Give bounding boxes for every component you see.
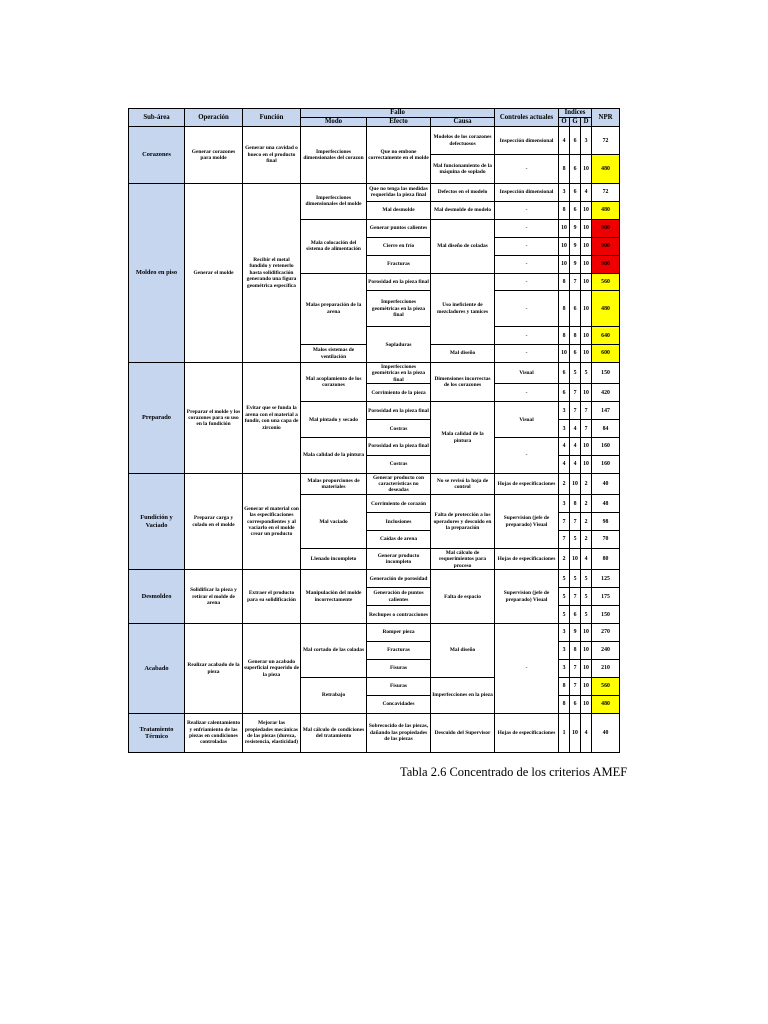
cell-o: 5 (559, 606, 570, 624)
cell-d: 10 (581, 624, 592, 642)
cell-g: 7 (570, 678, 581, 696)
cell-d: 10 (581, 678, 592, 696)
table-caption: Tabla 2.6 Concentrado de los criterios AMEF (400, 765, 628, 779)
cell-efecto: Generar producto con características no deseadas (367, 474, 431, 495)
cell-d: 7 (581, 420, 592, 438)
cell-controles: - (495, 624, 559, 714)
cell-g: 8 (570, 327, 581, 345)
cell-causa: Mal funcionamiento de la máquina de soplado (431, 155, 495, 183)
cell-subarea: Acabado (129, 624, 185, 714)
cell-controles: Hojas de especificaciones (495, 474, 559, 495)
cell-o: 10 (559, 255, 570, 273)
cell-npr: 160 (592, 456, 620, 474)
cell-modo: Llenado incompleto (301, 549, 367, 570)
cell-o: 3 (559, 642, 570, 660)
cell-efecto: Fracturas (367, 255, 431, 273)
cell-npr: 640 (592, 327, 620, 345)
cell-g: 7 (570, 513, 581, 531)
cell-g: 9 (570, 624, 581, 642)
cell-efecto: Fracturas (367, 642, 431, 660)
cell-npr: 900 (592, 237, 620, 255)
cell-d: 7 (581, 402, 592, 420)
cell-o: 10 (559, 237, 570, 255)
cell-operacion: Solidificar la pieza y retirar el molde de arena (185, 570, 243, 624)
header-efecto: Efecto (367, 118, 431, 127)
cell-d: 10 (581, 273, 592, 291)
cell-operacion: Realizar calentamiento y enfriamiento de las piezas en condiciones controladas (185, 713, 243, 752)
cell-o: 10 (559, 219, 570, 237)
cell-efecto: Costras (367, 456, 431, 474)
cell-npr: 420 (592, 384, 620, 402)
cell-o: 4 (559, 127, 570, 155)
table-row (129, 474, 620, 495)
cell-npr: 480 (592, 291, 620, 327)
cell-controles: - (495, 219, 559, 237)
cell-controles: - (495, 255, 559, 273)
cell-d: 10 (581, 345, 592, 363)
cell-operacion: Realizar acabado de la pieza (185, 624, 243, 714)
cell-o: 8 (559, 327, 570, 345)
cell-efecto: Corrimiento de la pieza (367, 384, 431, 402)
cell-subarea: Moldeo en piso (129, 183, 185, 362)
cell-d: 5 (581, 606, 592, 624)
cell-g: 9 (570, 219, 581, 237)
cell-operacion: Generar el molde (185, 183, 243, 362)
cell-npr: 210 (592, 660, 620, 678)
header-controles: Controles actuales (495, 109, 559, 127)
cell-modo: Mal acoplamiento de los corazones (301, 363, 367, 402)
cell-npr: 72 (592, 127, 620, 155)
cell-controles: - (495, 237, 559, 255)
cell-d: 4 (581, 549, 592, 570)
cell-npr: 40 (592, 713, 620, 752)
amef-table (128, 108, 620, 753)
cell-d: 10 (581, 291, 592, 327)
cell-npr: 150 (592, 363, 620, 384)
cell-causa: No se revisó la hoja de control (431, 474, 495, 495)
cell-controles: - (495, 155, 559, 183)
cell-efecto: Romper pieza (367, 624, 431, 642)
cell-efecto: Fisuras (367, 678, 431, 696)
cell-efecto: Porosidad en la pieza final (367, 438, 431, 456)
cell-controles: Supervision (jefe de preparado) Visual (495, 570, 559, 624)
cell-g: 5 (570, 570, 581, 588)
cell-controles: Hojas de especificaciones (495, 549, 559, 570)
cell-npr: 480 (592, 695, 620, 713)
cell-o: 3 (559, 660, 570, 678)
cell-npr: 150 (592, 606, 620, 624)
cell-d: 5 (581, 570, 592, 588)
cell-modo: Imperfecciones dimensionales del corazon (301, 127, 367, 184)
cell-d: 10 (581, 642, 592, 660)
header-o: O (559, 118, 570, 127)
cell-o: 4 (559, 456, 570, 474)
cell-npr: 270 (592, 624, 620, 642)
cell-d: 4 (581, 713, 592, 752)
cell-npr: 160 (592, 438, 620, 456)
cell-controles: Hojas de especificaciones (495, 713, 559, 752)
cell-o: 3 (559, 495, 570, 513)
cell-npr: 240 (592, 642, 620, 660)
cell-g: 8 (570, 642, 581, 660)
cell-g: 7 (570, 273, 581, 291)
cell-efecto: Que no embone correctamente en el molde (367, 127, 431, 184)
cell-d: 10 (581, 255, 592, 273)
cell-causa: Modelos de los corazones defectuosos (431, 127, 495, 155)
cell-subarea: Tratamiento Térmico (129, 713, 185, 752)
cell-o: 1 (559, 713, 570, 752)
header-operacion: Operación (185, 109, 243, 127)
cell-npr: 900 (592, 255, 620, 273)
cell-modo: Malas preparación de la arena (301, 273, 367, 345)
cell-efecto: Generación de porosidad (367, 570, 431, 588)
cell-causa: Falta de protección a los operadores y descuido en la preparación (431, 495, 495, 549)
cell-controles: Inspección dimensional (495, 183, 559, 201)
cell-g: 9 (570, 237, 581, 255)
cell-controles: - (495, 327, 559, 345)
cell-d: 5 (581, 588, 592, 606)
table-row (129, 127, 620, 155)
cell-causa: Mal cálculo de requerimientos para proceso (431, 549, 495, 570)
cell-npr: 560 (592, 678, 620, 696)
cell-subarea: Corazones (129, 127, 185, 184)
cell-o: 6 (559, 384, 570, 402)
cell-o: 5 (559, 570, 570, 588)
cell-npr: 600 (592, 345, 620, 363)
cell-g: 7 (570, 384, 581, 402)
cell-efecto: Costras (367, 420, 431, 438)
cell-npr: 84 (592, 420, 620, 438)
cell-efecto: Que no tenga las medidas requeridas la pieza final (367, 183, 431, 201)
cell-modo: Mala calidad de la pintura (301, 438, 367, 474)
cell-funcion: Recibir el metal fundido y retenerlo hasta solidificación generando una figura geométrica específica (243, 183, 301, 362)
table-header (129, 109, 620, 127)
table-row (129, 624, 620, 642)
cell-d: 10 (581, 219, 592, 237)
cell-controles: - (495, 291, 559, 327)
cell-operacion: Preparar carga y colado en el molde (185, 474, 243, 570)
cell-d: 10 (581, 155, 592, 183)
cell-funcion: Mejorar las propiedades mecánicas de las piezas (dureza, resistencia, elasticidad) (243, 713, 301, 752)
cell-modo: Mal cortado de las coladas (301, 624, 367, 678)
cell-modo: Mal pintado y secado (301, 402, 367, 438)
table-row (129, 570, 620, 588)
cell-o: 2 (559, 474, 570, 495)
cell-o: 3 (559, 183, 570, 201)
cell-d: 2 (581, 474, 592, 495)
header-modo: Modo (301, 118, 367, 127)
cell-d: 10 (581, 384, 592, 402)
cell-g: 4 (570, 438, 581, 456)
header-fallo: Fallo (301, 109, 495, 118)
cell-controles: Visual (495, 363, 559, 384)
cell-efecto: Inclusiones (367, 513, 431, 531)
cell-o: 3 (559, 624, 570, 642)
cell-g: 6 (570, 291, 581, 327)
cell-efecto: Generar puntos calientes (367, 219, 431, 237)
cell-npr: 480 (592, 155, 620, 183)
cell-o: 8 (559, 291, 570, 327)
cell-g: 4 (570, 420, 581, 438)
cell-controles: - (495, 384, 559, 402)
cell-funcion: Extraer el producto para su solidificación (243, 570, 301, 624)
cell-g: 6 (570, 155, 581, 183)
cell-funcion: Generar una cavidad o hueco en el producto final (243, 127, 301, 184)
cell-d: 10 (581, 695, 592, 713)
cell-npr: 80 (592, 549, 620, 570)
cell-g: 7 (570, 588, 581, 606)
cell-subarea: Fundición y Vaciado (129, 474, 185, 570)
cell-g: 7 (570, 660, 581, 678)
cell-efecto: Sobrecocido de las piezas, dañando las propiedades de las piezas (367, 713, 431, 752)
cell-npr: 175 (592, 588, 620, 606)
cell-efecto: Imperfecciones geométricas en la pieza final (367, 291, 431, 327)
cell-causa: Mal desmolde de modelo (431, 201, 495, 219)
cell-o: 8 (559, 155, 570, 183)
header-indices: Indices (559, 109, 592, 118)
cell-g: 7 (570, 402, 581, 420)
cell-causa: Mala calidad de la pintura (431, 402, 495, 474)
cell-controles: Supervision (jefe de preparado) Visual (495, 495, 559, 549)
cell-o: 8 (559, 201, 570, 219)
cell-causa: Mal diseño (431, 624, 495, 678)
cell-g: 6 (570, 695, 581, 713)
cell-o: 3 (559, 420, 570, 438)
header-g: G (570, 118, 581, 127)
cell-o: 6 (559, 363, 570, 384)
cell-o: 8 (559, 695, 570, 713)
cell-controles: Visual (495, 402, 559, 438)
cell-efecto: Caídas de arena (367, 531, 431, 549)
cell-d: 10 (581, 327, 592, 345)
cell-modo: Mal cálculo de condiciones del tratamiento (301, 713, 367, 752)
cell-modo: Mala colocación del sistema de alimentación (301, 219, 367, 273)
cell-modo: Mal vaciado (301, 495, 367, 549)
header-causa: Causa (431, 118, 495, 127)
cell-npr: 40 (592, 474, 620, 495)
cell-efecto: Porosidad en la pieza final (367, 273, 431, 291)
cell-d: 2 (581, 495, 592, 513)
table-row (129, 713, 620, 752)
cell-causa: Uso ineficiente de mezcladores y tamices (431, 273, 495, 345)
cell-g: 9 (570, 255, 581, 273)
cell-efecto: Imperfecciones geométricas en la pieza final (367, 363, 431, 384)
cell-controles: - (495, 273, 559, 291)
cell-causa: Defectos en el modelo (431, 183, 495, 201)
cell-o: 8 (559, 273, 570, 291)
cell-npr: 98 (592, 513, 620, 531)
cell-g: 10 (570, 549, 581, 570)
cell-efecto: Rechupes o contracciones (367, 606, 431, 624)
cell-o: 7 (559, 513, 570, 531)
cell-causa: Mal diseño (431, 345, 495, 363)
table-row (129, 183, 620, 201)
cell-npr: 480 (592, 201, 620, 219)
cell-g: 10 (570, 474, 581, 495)
cell-controles: Inspección dimensional (495, 127, 559, 155)
cell-causa: Falta de espacio (431, 570, 495, 624)
cell-subarea: Preparado (129, 363, 185, 474)
cell-g: 10 (570, 713, 581, 752)
header-funcion: Función (243, 109, 301, 127)
cell-d: 4 (581, 183, 592, 201)
cell-npr: 147 (592, 402, 620, 420)
cell-modo: Manipulación del molde incorrectamente (301, 570, 367, 624)
cell-modo: Retrabajo (301, 678, 367, 714)
cell-efecto: Sopladuras (367, 327, 431, 363)
cell-d: 3 (581, 127, 592, 155)
cell-efecto: Porosidad en la pieza final (367, 402, 431, 420)
cell-o: 8 (559, 678, 570, 696)
cell-g: 6 (570, 183, 581, 201)
cell-d: 10 (581, 201, 592, 219)
cell-npr: 72 (592, 183, 620, 201)
cell-causa: Mal diseño de coladas (431, 219, 495, 273)
cell-modo: Malas proporciones de materiales (301, 474, 367, 495)
cell-operacion: Generar corazones para molde (185, 127, 243, 184)
cell-g: 5 (570, 363, 581, 384)
cell-g: 6 (570, 201, 581, 219)
cell-efecto: Corrimiento de corazón (367, 495, 431, 513)
cell-g: 4 (570, 456, 581, 474)
cell-modo: Imperfecciones dimensionales del molde (301, 183, 367, 219)
cell-npr: 900 (592, 219, 620, 237)
cell-d: 5 (581, 363, 592, 384)
cell-d: 2 (581, 513, 592, 531)
cell-npr: 48 (592, 495, 620, 513)
cell-npr: 70 (592, 531, 620, 549)
table-row (129, 363, 620, 384)
header-d: D (581, 118, 592, 127)
cell-o: 2 (559, 549, 570, 570)
cell-npr: 125 (592, 570, 620, 588)
cell-funcion: Generar el material con las especificaciones correspondientes y al vaciarlo en el molde crear un producto (243, 474, 301, 570)
cell-o: 7 (559, 531, 570, 549)
cell-o: 3 (559, 402, 570, 420)
cell-causa: Imperfecciones en la pieza (431, 678, 495, 714)
cell-operacion: Preparar el molde y los corazones para su uso en la fundición (185, 363, 243, 474)
cell-controles: - (495, 438, 559, 474)
cell-efecto: Generar producto incompleto (367, 549, 431, 570)
cell-g: 8 (570, 495, 581, 513)
cell-o: 5 (559, 588, 570, 606)
cell-subarea: Desmoldeo (129, 570, 185, 624)
cell-d: 10 (581, 660, 592, 678)
cell-o: 4 (559, 438, 570, 456)
cell-efecto: Generación de puntos calientes (367, 588, 431, 606)
cell-efecto: Concavidades (367, 695, 431, 713)
cell-funcion: Evitar que se funda la arena con el material a fundir, con una capa de zirconio (243, 363, 301, 474)
cell-g: 6 (570, 127, 581, 155)
cell-causa: Descuido del Supervisor (431, 713, 495, 752)
cell-efecto: Cierre en frío (367, 237, 431, 255)
cell-g: 6 (570, 606, 581, 624)
cell-efecto: Mal desmolde (367, 201, 431, 219)
cell-modo: Malos sistemas de ventilación (301, 345, 367, 363)
cell-controles: - (495, 345, 559, 363)
cell-controles: - (495, 201, 559, 219)
cell-causa: Dimensiones incorrectas de los corazones (431, 363, 495, 402)
cell-o: 10 (559, 345, 570, 363)
cell-d: 10 (581, 438, 592, 456)
cell-efecto: Fisuras (367, 660, 431, 678)
cell-d: 10 (581, 456, 592, 474)
cell-d: 2 (581, 531, 592, 549)
table-body (129, 127, 620, 753)
cell-funcion: Generar un acabado superficial requerido de la pieza (243, 624, 301, 714)
header-npr: NPR (592, 109, 620, 127)
cell-npr: 560 (592, 273, 620, 291)
cell-g: 6 (570, 345, 581, 363)
cell-g: 5 (570, 531, 581, 549)
cell-d: 10 (581, 237, 592, 255)
header-subarea: Sub-área (129, 109, 185, 127)
